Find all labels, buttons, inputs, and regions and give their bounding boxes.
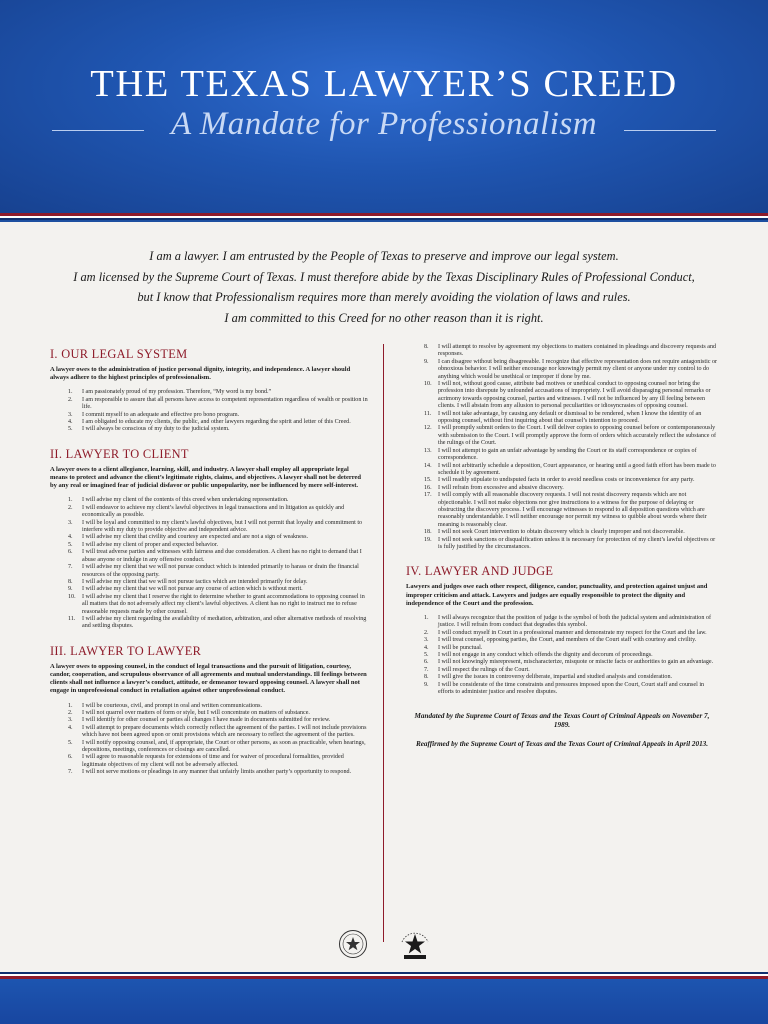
- creed-item: [406, 637, 718, 644]
- creed-item-text: I will advise my client regarding the availability of mediation, arbitration, and other alternative methods of resolving and settling disputes.: [82, 615, 367, 630]
- creed-item-text: I will endeavor to achieve my client’s lawful objectives in legal transactions and in litigation as quickly and economically as possible.: [82, 504, 345, 519]
- creed-item-number: 10.: [424, 381, 432, 388]
- section-spacer: [406, 696, 718, 702]
- creed-item: [50, 740, 368, 755]
- creed-item-number: 3.: [68, 411, 73, 418]
- creed-item: [406, 425, 718, 447]
- creed-item: [406, 674, 718, 681]
- creed-item: [406, 645, 718, 652]
- creed-item-text: I will refrain from excessive and abusive discovery.: [438, 484, 564, 491]
- creed-item-number: 17.: [424, 492, 432, 499]
- creed-item-text: I will always recognize that the position of judge is the symbol of both the judicial system and administration of justice. I will refrain from conduct that degrades this symbol.: [438, 614, 711, 629]
- creed-item-text: I will not arbitrarily schedule a deposition, Court appearance, or hearing until a good faith effort has been made to schedule it by agreement.: [438, 462, 716, 476]
- creed-item: [406, 537, 718, 552]
- section-heading: I. OUR LEGAL SYSTEM: [50, 347, 188, 361]
- creed-item: [406, 659, 718, 666]
- creed-item-text: I will not quarrel over matters of form or style, but I will concentrate on matters of substance.: [82, 709, 310, 716]
- creed-item: [50, 725, 368, 740]
- creed-list: [406, 615, 718, 696]
- header-stripe-navy: [0, 218, 768, 220]
- creed-item-number: 9.: [68, 586, 73, 593]
- creed-item-text: I am passionately proud of my profession. Therefore, “My word is my bond.”: [82, 389, 272, 396]
- creed-list: [50, 703, 368, 777]
- creed-item-text: I will not engage in any conduct which offends the dignity and decorum of proceedings.: [438, 652, 653, 659]
- creed-item: [50, 534, 368, 541]
- creed-item-number: 6.: [68, 549, 73, 556]
- creed-item-number: 5.: [424, 652, 429, 659]
- creed-item-text: I can disagree without being disagreeable. I recognize that effective representation does not require antagonistic or obnoxious behavior. I will neither encourage nor knowingly permit my client or anyone under my control to do anything which would be unethical or improper if done by me.: [438, 358, 718, 380]
- section-spacer: [406, 551, 718, 557]
- creed-item-number: 7.: [424, 666, 429, 673]
- creed-item: [406, 344, 718, 359]
- creed-item-number: 4.: [424, 644, 429, 651]
- creed-item: [50, 703, 368, 710]
- creed-item: [406, 682, 718, 697]
- creed-item-number: 1.: [424, 614, 429, 621]
- creed-item: [50, 586, 368, 593]
- footer-band: [0, 979, 768, 1024]
- section-heading: II. LAWYER TO CLIENT: [50, 446, 189, 461]
- creed-item-text: I will be punctual.: [438, 644, 483, 651]
- creed-item: [406, 411, 718, 426]
- section-spacer: [50, 631, 368, 637]
- mandate-line: Reaffirmed by the Supreme Court of Texas and the Texas Court of Criminal Appeals in April 2013.: [415, 740, 709, 749]
- creed-item-text: I will advise my client that we will not pursue tactics which are intended primarily for delay.: [82, 578, 308, 585]
- creed-item-text: I will promptly submit orders to the Court. I will deliver copies to opposing counsel before or contemporaneously with submission to the Court. I will promptly approve the form of orders which accurately reflect the substance of the rulings of the Court.: [438, 425, 717, 447]
- creed-item-text: I will be courteous, civil, and prompt in oral and written communications.: [82, 702, 263, 709]
- intro-statement: [0, 246, 768, 328]
- subtitle-rule-right: [624, 130, 716, 131]
- creed-item-number: 1.: [68, 389, 73, 396]
- intro-line: I am a lawyer. I am entrusted by the People of Texas to preserve and improve our legal system.: [149, 249, 619, 263]
- creed-item-text: I will identify for other counsel or parties all changes I have made in documents submitted for review.: [82, 717, 331, 724]
- creed-item: [406, 448, 718, 463]
- creed-item-text: I will conduct myself in Court in a professional manner and demonstrate my respect for the Court and the law.: [438, 629, 707, 636]
- creed-item-number: 15.: [424, 477, 432, 484]
- mandate-line: Mandated by the Supreme Court of Texas and the Texas Court of Criminal Appeals on November 7, 1989.: [414, 712, 710, 730]
- section-lead: A lawyer owes to a client allegiance, learning, skill, and industry. A lawyer shall employ all appropriate legal means to protect and advance the client’s legitimate rights, claims, and objectives. A lawyer shall not be deterred by any real or imagined fear of judicial disfavor or public unpopularity, nor be influenced by mere self-interest.: [50, 465, 362, 490]
- creed-item-number: 18.: [424, 529, 432, 536]
- section-heading: IV. LAWYER AND JUDGE: [406, 564, 554, 579]
- creed-item-number: 5.: [68, 426, 73, 433]
- creed-item: [50, 717, 368, 724]
- section-lead: A lawyer owes to the administration of justice personal dignity, integrity, and independence. A lawyer should always adhere to the highest principles of professionalism.: [50, 366, 351, 382]
- creed-item-text: I will notify opposing counsel, and, if appropriate, the Court or other persons, as soon as practicable, when hearings, depositions, meetings, conferences or closings are cancelled.: [82, 739, 366, 754]
- creed-item: [50, 412, 368, 419]
- creed-item-text: I will attempt to prepare documents which correctly reflect the agreement of the parties. I will not include provisions which have not been agreed upon or omit provisions which are necessary to reflect the agreement of the parties.: [82, 724, 367, 739]
- creed-item-text: I will advise my client of proper and expected behavior.: [82, 541, 219, 548]
- creed-item-number: 12.: [424, 425, 432, 432]
- intro-line: I am licensed by the Supreme Court of Texas. I must therefore abide by the Texas Disciplinary Rules of Professional Conduct,: [73, 269, 695, 284]
- creed-item-number: 4.: [68, 419, 73, 426]
- creed-item-number: 11.: [68, 615, 76, 622]
- creed-item-number: 2.: [68, 709, 73, 716]
- creed-item-number: 3.: [68, 717, 73, 724]
- intro-line: but I know that Professionalism requires more than merely avoiding the violation of laws and rules.: [137, 290, 631, 304]
- creed-item: [406, 477, 718, 484]
- section-spacer: [50, 777, 368, 783]
- creed-item-text: I am responsible to assure that all persons have access to competent representation regardless of wealth or position in life.: [82, 396, 368, 411]
- creed-item: [50, 397, 368, 412]
- texas-star-emblem-icon: [398, 928, 432, 967]
- section: [406, 563, 718, 702]
- creed-item: [50, 616, 368, 631]
- creed-item-text: I will attempt to resolve by agreement my objections to matters contained in pleadings and discovery requests and responses.: [438, 344, 717, 358]
- section-spacer: [50, 434, 368, 440]
- creed-item: [406, 381, 718, 411]
- creed-item-text: I will advise my client that I reserve the right to determine whether to grant accommodations to opposing counsel in all matters that do not adversely affect my client’s lawful objectives. A client has no right to instruct me to refuse reasonable requests made by other counsel.: [82, 593, 365, 615]
- creed-item: [50, 505, 368, 520]
- page-title: THE TEXAS LAWYER’S CREED: [90, 63, 678, 105]
- creed-item: [406, 492, 718, 529]
- creed-item-text: I commit myself to an adequate and effective pro bono program.: [82, 411, 240, 418]
- creed-item-text: I will not seek sanctions or disqualification unless it is necessary for protection of my client’s lawful objectives or is fully justified by the circumstances.: [438, 536, 716, 550]
- creed-item-text: I will always be conscious of my duty to the judicial system.: [82, 426, 230, 433]
- creed-item-number: 2.: [68, 396, 73, 403]
- creed-item-text: I will not seek Court intervention to obtain discovery which is clearly improper and not discoverable.: [438, 529, 685, 536]
- creed-item-text: I will give the issues in controversy deliberate, impartial and studied analysis and consideration.: [438, 674, 673, 681]
- creed-item-text: I will not knowingly misrepresent, mischaracterize, misquote or miscite facts or authorities to gain an advantage.: [438, 659, 714, 666]
- creed-item-text: I will treat counsel, opposing parties, the Court, and members of the Court staff with courtesy and civility.: [438, 637, 697, 644]
- creed-item: [50, 497, 368, 504]
- creed-item: [406, 463, 718, 478]
- creed-item-number: 8.: [424, 344, 429, 350]
- creed-item: [406, 359, 718, 381]
- subtitle-row: [0, 106, 768, 156]
- creed-item-number: 11.: [424, 410, 432, 417]
- court-seal-icon: [338, 929, 368, 964]
- creed-item-number: 5.: [68, 739, 73, 746]
- creed-item-number: 3.: [424, 637, 429, 644]
- creed-item-number: 9.: [424, 358, 429, 365]
- intro-line: I am committed to this Creed for no other reason than it is right.: [224, 310, 544, 325]
- creed-item-number: 7.: [68, 564, 73, 571]
- creed-item-number: 2.: [424, 629, 429, 636]
- creed-item-text: I will be loyal and committed to my client’s lawful objectives, but I will not permit that loyalty and commitment to interfere with my duty to provide objective and independent advice.: [82, 519, 363, 534]
- creed-item-text: I will agree to reasonable requests for extensions of time and for waiver of procedural formalities, provided legitimate objectives of my client will not be adversely affected.: [82, 754, 344, 768]
- creed-item-number: 10.: [68, 593, 76, 600]
- column-divider: [383, 344, 384, 942]
- creed-item: [50, 594, 368, 616]
- right-column: [406, 344, 718, 759]
- creed-item: [50, 520, 368, 535]
- creed-item-text: I will comply with all reasonable discovery requests. I will not resist discovery requests which are not objectionable. I will not make objections nor give instructions to a witness for the purpose of delaying or obstructing the discovery process. I will encourage witnesses to respond to all deposition questions which are reasonably understandable. I will neither encourage nor permit my witness to quibble about words where their meaning is reasonably clear.: [438, 492, 707, 528]
- creed-item-number: 9.: [424, 681, 429, 688]
- creed-item-number: 6.: [424, 659, 429, 666]
- page-subtitle: A Mandate for Professionalism: [170, 106, 598, 142]
- creed-item-text: I will advise my client that we will not pursue conduct which is intended primarily to harass or drain the financial resources of the opposing party.: [82, 564, 359, 578]
- creed-item-number: 5.: [68, 541, 73, 548]
- header-banner: [0, 0, 768, 214]
- creed-item-number: 4.: [68, 724, 73, 731]
- creed-item-number: 7.: [68, 769, 73, 776]
- creed-item-text: I am obligated to educate my clients, the public, and other lawyers regarding the spirit and letter of this Creed.: [82, 419, 351, 426]
- section-continued: [406, 344, 718, 557]
- creed-item: [406, 485, 718, 492]
- section-lead: Lawyers and judges owe each other respect, diligence, candor, punctuality, and protection against unjust and improper criticism and attack. Lawyers and judges are equally responsible to protect the dignity and independence of the Court and the profession.: [406, 583, 708, 607]
- creed-item: [50, 564, 368, 579]
- creed-item-number: 3.: [68, 519, 73, 526]
- creed-item-number: 6.: [68, 754, 73, 761]
- creed-item-number: 19.: [424, 536, 432, 543]
- creed-item: [50, 426, 368, 433]
- creed-item-number: 14.: [424, 462, 432, 469]
- creed-list: [50, 497, 368, 630]
- creed-item-number: 1.: [68, 497, 73, 504]
- creed-document: [0, 222, 768, 972]
- creed-item-text: I will not, without good cause, attribute bad motives or unethical conduct to opposing counsel nor bring the profession into disrepute by unfounded accusations of impropriety. I will avoid disparaging personal remarks or acrimony towards opposing counsel, parties and witnesses. I will not be influenced by any ill feeling between clients. I will abstain from any allusion to personal peculiarities or idiosyncrasies of opposing counsel.: [438, 381, 711, 410]
- creed-list: [406, 344, 718, 551]
- creed-item: [50, 389, 368, 396]
- creed-item-number: 8.: [424, 674, 429, 681]
- section: [50, 346, 368, 440]
- creed-list: [50, 389, 368, 433]
- creed-item: [406, 615, 718, 630]
- creed-item-text: I will advise my client that we will not pursue any course of action which is without merit.: [82, 586, 303, 593]
- creed-item-text: I will be considerate of the time constraints and pressures imposed upon the Court, Court staff and counsel in efforts to administer justice and resolve disputes.: [438, 681, 705, 696]
- creed-item: [50, 549, 368, 564]
- section: [50, 643, 368, 783]
- creed-item-number: 8.: [68, 578, 73, 585]
- creed-item-text: I will advise my client of the contents of this creed when undertaking representation.: [82, 497, 289, 504]
- creed-item-number: 1.: [68, 702, 73, 709]
- creed-item: [406, 667, 718, 674]
- creed-item: [406, 529, 718, 536]
- creed-item-number: 16.: [424, 484, 432, 491]
- section-lead: A lawyer owes to opposing counsel, in the conduct of legal transactions and the pursuit of litigation, courtesy, candor, cooperation, and scrupulous observance of all agreements and mutual understandings. Ill feelings between clients shall not influence a lawyer’s conduct, attitude, or demeanor toward opposing counsel. A lawyer shall not engage in unprofessional conduct in retaliation against other unprofessional conduct.: [50, 662, 367, 695]
- creed-item-number: 2.: [68, 504, 73, 511]
- creed-item-text: I will advise my client that civility and courtesy are expected and are not a sign of weakness.: [82, 534, 309, 541]
- creed-item: [50, 754, 368, 769]
- creed-item-text: I will not take advantage, by causing any default or dismissal to be rendered, when I know the identity of an opposing counsel, without first inquiring about that counsel’s intention to proceed.: [438, 410, 702, 425]
- creed-item-text: I will respect the rulings of the Court.: [438, 666, 530, 673]
- creed-item-text: I will readily stipulate to undisputed facts in order to avoid needless costs or inconvenience for any party.: [438, 477, 695, 484]
- section-heading: III. LAWYER TO LAWYER: [50, 643, 202, 658]
- creed-item: [50, 769, 368, 776]
- section: [50, 446, 368, 637]
- creed-item-number: 4.: [68, 534, 73, 541]
- mandate-note: [406, 712, 718, 749]
- creed-item-text: I will not attempt to gain an unfair advantage by sending the Court or its staff correspondence or copies of correspondence.: [438, 447, 697, 462]
- creed-item-text: I will treat adverse parties and witnesses with fairness and due consideration. A client has no right to demand that I abuse anyone or indulge in any offensive conduct.: [82, 549, 362, 563]
- creed-item-number: 13.: [424, 447, 432, 454]
- left-column: [50, 340, 368, 783]
- creed-item-text: I will not serve motions or pleadings in any manner that unfairly limits another party’s opportunity to respond.: [82, 769, 352, 776]
